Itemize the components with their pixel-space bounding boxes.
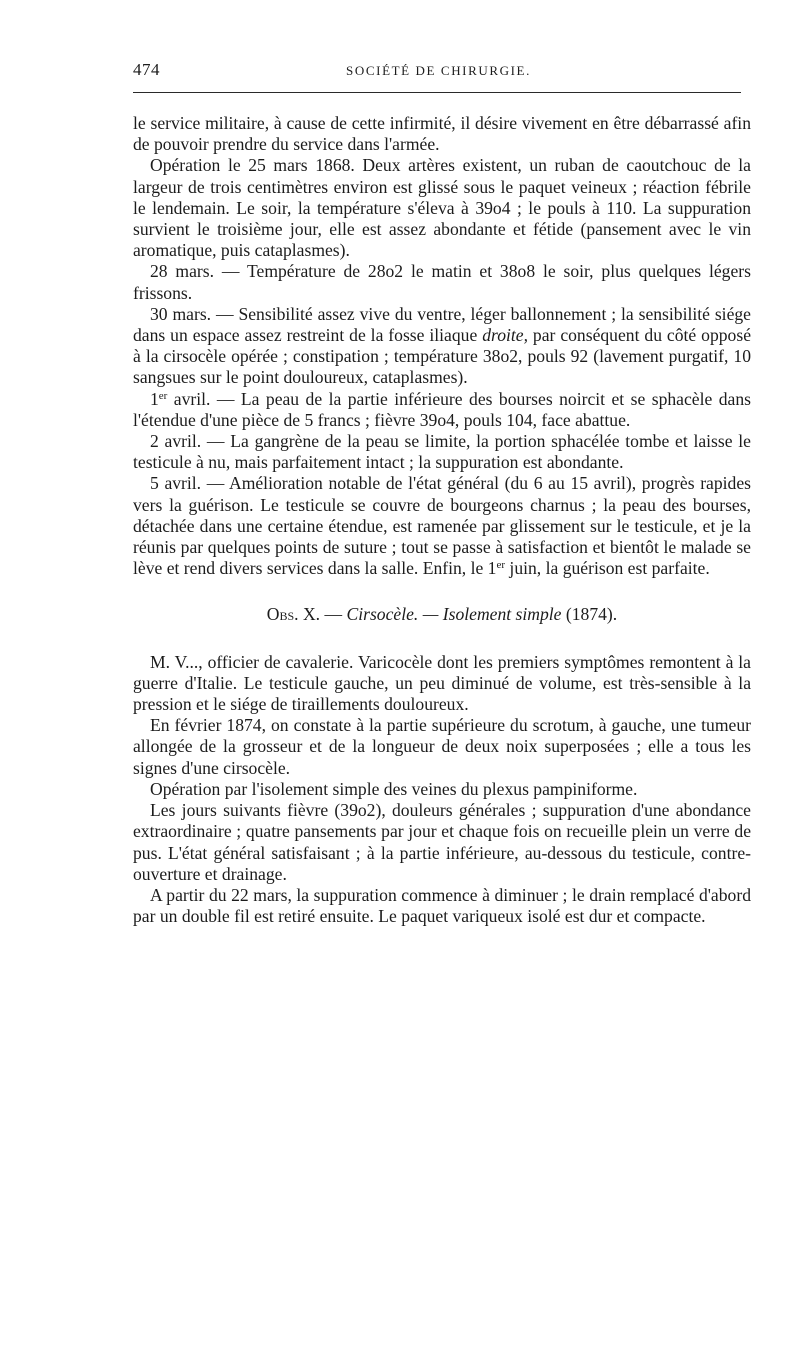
paragraph: A partir du 22 mars, la suppuration commence à diminuer ; le drain remplacé d'abord par un double fil est retiré ensuite. Le paquet variqueux isolé est dur et compacte.	[133, 884, 751, 927]
observation-title: Cirsocèle. — Isolement simple	[346, 604, 562, 625]
running-head: SOCIÉTÉ DE CHIRURGIE.	[346, 63, 531, 78]
paragraph: Opération le 25 mars 1868. Deux artères existent, un ruban de caoutchouc de la largeur de trois centimètres environ est glissé sous le paquet veineux ; réaction fébrile le lendemain. Le soir, la température s'éleva à 39o4 ; le pouls à 110. La suppuration survient le troisième jour, elle est assez abondante et fétide (pansement avec le vin aromatique, puis cataplasmes).	[133, 155, 751, 261]
italic-text: droite,	[482, 325, 528, 346]
superscript: er	[496, 559, 506, 572]
paragraph	[133, 473, 751, 579]
paragraph: 28 mars. — Température de 28o2 le matin et 38o8 le soir, plus quelques légers frissons.	[133, 261, 751, 303]
observation-year: (1874).	[561, 604, 618, 625]
superscript: er	[158, 389, 168, 402]
paragraph	[133, 389, 751, 431]
observation-label: Obs. X. —	[266, 604, 347, 625]
paragraph-text: juin, la guérison est parfaite.	[505, 558, 710, 579]
paragraph: le service militaire, à cause de cette infirmité, il désire vivement en être débarrassé afin de pouvoir prendre du service dans l'armée.	[133, 113, 751, 155]
paragraph: 2 avril. — La gangrène de la peau se limite, la portion sphacélée tombe et laisse le testicule à nu, mais parfaitement intact ; la suppuration est abondante.	[133, 431, 751, 473]
paragraph: Les jours suivants fièvre (39o2), douleurs générales ; suppuration d'une abondance extraordinaire ; quatre pansements par jour et chaque fois on recueille plein un verre de pus. L'état général satisfaisant ; à la partie inférieure, au-dessous du testicule, contre-ouverture et drainage.	[133, 800, 751, 884]
body-text	[133, 113, 751, 927]
paragraph-text: 5 avril. — Amélioration notable de l'état général (du 6 au 15 avril), progrès rapides vers la guérison. Le testicule se couvre de bourgeons charnus ; la peau des bourses, détachée dans une certaine étendue, est ramenée par glissement sur le testicule, et je la réunis par quelques points de suture ; tout se passe à satisfaction et bientôt le malade se lève et rend divers services dans la salle. Enfin, le 1	[133, 473, 751, 579]
page-header	[133, 58, 744, 88]
paragraph-text: 1	[150, 388, 159, 409]
header-rule	[133, 92, 741, 93]
observation-heading	[133, 604, 751, 625]
paragraph: M. V..., officier de cavalerie. Varicocèle dont les premiers symptômes remontent à la guerre d'Italie. Le testicule gauche, un peu diminué de volume, est très-sensible à la pression et le siége de tiraillements douloureux.	[133, 651, 751, 715]
paragraph-text: par conséquent du côté opposé à la cirsocèle opérée ; constipation ; température 38o2, pouls 92 (lavement purgatif, 10 sangsues sur le point douloureux, cataplasmes).	[133, 325, 752, 388]
paragraph-text: avril. — La peau de la partie inférieure des bourses noircit et se sphacèle dans l'étendue d'une pièce de 5 francs ; fièvre 39o4, pouls 104, face abattue.	[133, 388, 751, 430]
paragraph: Opération par l'isolement simple des veines du plexus pampiniforme.	[150, 778, 638, 799]
page-number: 474	[133, 60, 160, 79]
paragraph-text: 30 mars. — Sensibilité assez vive du ventre, léger ballonnement ; la sensibilité siége dans un espace assez restreint de la fosse iliaque	[133, 303, 751, 346]
paragraph: En février 1874, on constate à la partie supérieure du scrotum, à gauche, une tumeur allongée de la grosseur et de la longueur de deux noix superposées ; elle a tous les signes d'une cirsocèle.	[133, 715, 751, 778]
paragraph	[133, 304, 751, 389]
